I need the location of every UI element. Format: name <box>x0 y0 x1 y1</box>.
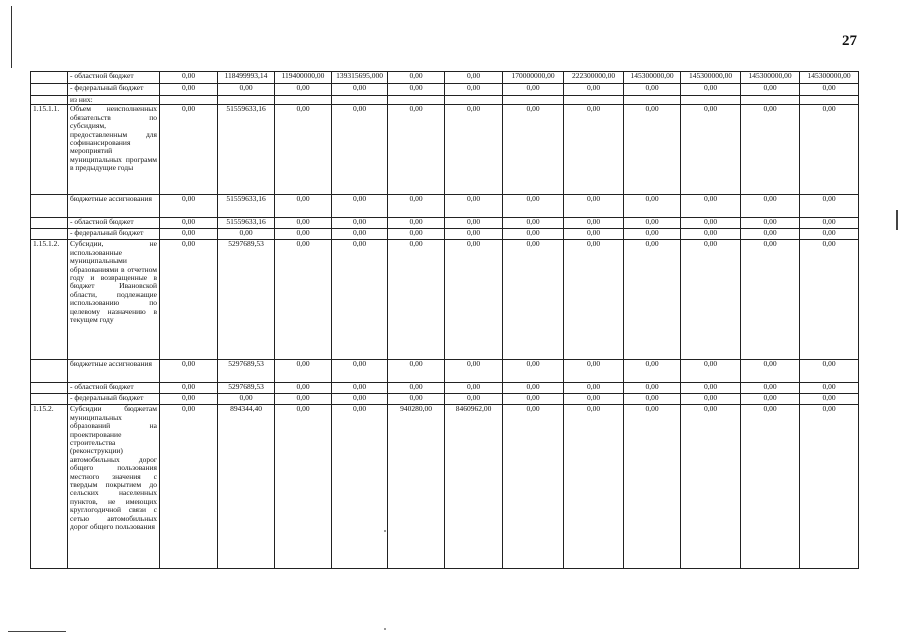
value-cell <box>503 96 564 105</box>
page-number: 27 <box>842 33 857 49</box>
value-cell: 0,00 <box>800 105 859 195</box>
value-cell: 0,00 <box>275 360 332 383</box>
row-label: из них: <box>68 96 160 105</box>
value-cell: 0,00 <box>160 229 218 240</box>
value-cell: 0,00 <box>332 383 388 394</box>
table-row <box>31 240 859 360</box>
value-cell: 0,00 <box>445 84 503 96</box>
value-cell: 0,00 <box>503 360 564 383</box>
scan-margin-mark <box>896 210 898 230</box>
row-label: - федеральный бюджет <box>68 394 160 405</box>
value-cell: 0,00 <box>741 218 800 229</box>
row-code <box>31 72 68 84</box>
row-code: 1.15.1.2. <box>31 240 68 360</box>
value-cell: 0,00 <box>800 229 859 240</box>
value-cell: 0,00 <box>160 240 218 360</box>
value-cell: 0,00 <box>741 383 800 394</box>
value-cell: 0,00 <box>388 218 445 229</box>
value-cell <box>741 96 800 105</box>
value-cell: 0,00 <box>624 394 681 405</box>
value-cell: 5297689,53 <box>218 240 275 360</box>
value-cell: 894344,40 <box>218 405 275 569</box>
value-cell: 0,00 <box>800 383 859 394</box>
table-row <box>31 195 859 218</box>
value-cell: 0,00 <box>564 360 624 383</box>
value-cell: 0,00 <box>275 195 332 218</box>
value-cell: 0,00 <box>388 360 445 383</box>
value-cell: 0,00 <box>681 218 741 229</box>
value-cell: 0,00 <box>681 229 741 240</box>
value-cell: 0,00 <box>388 229 445 240</box>
value-cell: 170000000,00 <box>503 72 564 84</box>
value-cell: 0,00 <box>445 72 503 84</box>
value-cell: 0,00 <box>800 84 859 96</box>
value-cell: 0,00 <box>332 240 388 360</box>
value-cell: 5297689,53 <box>218 383 275 394</box>
row-label: бюджетные ассигнования <box>68 195 160 218</box>
value-cell: 0,00 <box>503 84 564 96</box>
value-cell: 0,00 <box>388 240 445 360</box>
value-cell: 0,00 <box>741 240 800 360</box>
value-cell: 0,00 <box>681 394 741 405</box>
value-cell: 0,00 <box>624 195 681 218</box>
value-cell: 139315695,000 <box>332 72 388 84</box>
value-cell: 0,00 <box>160 105 218 195</box>
value-cell: 0,00 <box>741 84 800 96</box>
value-cell: 0,00 <box>388 383 445 394</box>
value-cell: 145300000,00 <box>681 72 741 84</box>
value-cell: 0,00 <box>332 195 388 218</box>
value-cell: 0,00 <box>332 405 388 569</box>
value-cell: 0,00 <box>681 360 741 383</box>
value-cell: 0,00 <box>332 105 388 195</box>
value-cell: 51559633,16 <box>218 195 275 218</box>
value-cell <box>160 96 218 105</box>
row-label: - областной бюджет <box>68 72 160 84</box>
value-cell <box>332 96 388 105</box>
value-cell: 0,00 <box>445 240 503 360</box>
value-cell: 0,00 <box>388 394 445 405</box>
value-cell: 0,00 <box>275 105 332 195</box>
row-label: Субсидии бюджетам муниципальных образований на проектирование строительства (реконструкции) автомобильных дорог общего пользования местного значения с твердым покрытием до сельских населенных пунктов, не имеющих круглогодичной связи с сетью автомобильных дорог общего пользования <box>68 405 160 569</box>
row-label: бюджетные ассигнования <box>68 360 160 383</box>
value-cell: 0,00 <box>741 360 800 383</box>
value-cell <box>564 96 624 105</box>
value-cell: 0,00 <box>275 394 332 405</box>
value-cell <box>445 96 503 105</box>
value-cell: 0,00 <box>332 394 388 405</box>
row-code <box>31 229 68 240</box>
row-code <box>31 84 68 96</box>
value-cell: 5297689,53 <box>218 360 275 383</box>
value-cell: 0,00 <box>332 84 388 96</box>
value-cell: 0,00 <box>800 394 859 405</box>
value-cell: 0,00 <box>681 383 741 394</box>
row-code <box>31 218 68 229</box>
table-row <box>31 105 859 195</box>
value-cell: 0,00 <box>388 195 445 218</box>
value-cell <box>800 96 859 105</box>
value-cell: 0,00 <box>800 405 859 569</box>
value-cell: 0,00 <box>564 394 624 405</box>
value-cell: 0,00 <box>445 229 503 240</box>
value-cell: 0,00 <box>503 195 564 218</box>
value-cell: 0,00 <box>445 105 503 195</box>
row-code <box>31 360 68 383</box>
value-cell: 0,00 <box>624 383 681 394</box>
table-row <box>31 229 859 240</box>
scan-margin-line <box>11 6 12 68</box>
value-cell: 0,00 <box>445 394 503 405</box>
value-cell: 0,00 <box>564 240 624 360</box>
value-cell: 51559633,16 <box>218 218 275 229</box>
table-row <box>31 394 859 405</box>
value-cell: 0,00 <box>445 360 503 383</box>
value-cell: 0,00 <box>624 240 681 360</box>
value-cell: 0,00 <box>160 84 218 96</box>
value-cell: 0,00 <box>332 229 388 240</box>
table-row <box>31 84 859 96</box>
value-cell: 0,00 <box>741 229 800 240</box>
row-label: - областной бюджет <box>68 383 160 394</box>
value-cell: 0,00 <box>445 383 503 394</box>
value-cell: 0,00 <box>445 195 503 218</box>
table-row <box>31 218 859 229</box>
value-cell <box>218 96 275 105</box>
value-cell: 0,00 <box>503 105 564 195</box>
row-label: Субсидии, не использованные муниципальными образованиями в отчетном году и возвращенные в бюджет Ивановской области, подлежащие использованию по целевому назначению в текущем году <box>68 240 160 360</box>
row-code <box>31 394 68 405</box>
value-cell <box>681 96 741 105</box>
value-cell: 0,00 <box>624 218 681 229</box>
value-cell: 0,00 <box>275 405 332 569</box>
row-code <box>31 195 68 218</box>
value-cell: 0,00 <box>275 84 332 96</box>
value-cell: 0,00 <box>388 105 445 195</box>
value-cell: 0,00 <box>741 195 800 218</box>
value-cell: 0,00 <box>503 405 564 569</box>
row-label: - областной бюджет <box>68 218 160 229</box>
value-cell: 0,00 <box>388 72 445 84</box>
value-cell: 0,00 <box>503 394 564 405</box>
value-cell: 0,00 <box>624 105 681 195</box>
value-cell: 0,00 <box>681 240 741 360</box>
value-cell: 0,00 <box>503 240 564 360</box>
value-cell: 0,00 <box>388 84 445 96</box>
value-cell: 0,00 <box>741 405 800 569</box>
value-cell: 0,00 <box>160 405 218 569</box>
row-label: - федеральный бюджет <box>68 229 160 240</box>
value-cell: 51559633,16 <box>218 105 275 195</box>
table-row <box>31 383 859 394</box>
table-row <box>31 72 859 84</box>
row-label: - федеральный бюджет <box>68 84 160 96</box>
value-cell: 119400000,00 <box>275 72 332 84</box>
value-cell: 0,00 <box>624 360 681 383</box>
value-cell: 0,00 <box>503 383 564 394</box>
value-cell: 0,00 <box>218 229 275 240</box>
value-cell: 0,00 <box>275 240 332 360</box>
value-cell: 0,00 <box>160 383 218 394</box>
value-cell: 0,00 <box>624 84 681 96</box>
scan-speck <box>384 628 386 630</box>
row-code <box>31 96 68 105</box>
row-code <box>31 383 68 394</box>
value-cell: 8460962,00 <box>445 405 503 569</box>
value-cell: 940280,00 <box>388 405 445 569</box>
table-row <box>31 405 859 569</box>
footnote-line <box>8 631 66 632</box>
value-cell: 145300000,00 <box>624 72 681 84</box>
value-cell: 0,00 <box>800 360 859 383</box>
value-cell: 0,00 <box>160 72 218 84</box>
value-cell <box>275 96 332 105</box>
value-cell: 0,00 <box>800 195 859 218</box>
value-cell: 0,00 <box>624 405 681 569</box>
value-cell <box>388 96 445 105</box>
row-code: 1.15.1.1. <box>31 105 68 195</box>
value-cell: 0,00 <box>741 105 800 195</box>
value-cell: 0,00 <box>564 229 624 240</box>
value-cell: 0,00 <box>681 405 741 569</box>
value-cell: 0,00 <box>275 383 332 394</box>
value-cell: 0,00 <box>681 105 741 195</box>
value-cell: 0,00 <box>160 394 218 405</box>
value-cell: 0,00 <box>160 195 218 218</box>
table-row <box>31 96 859 105</box>
value-cell: 145300000,00 <box>741 72 800 84</box>
value-cell: 0,00 <box>564 383 624 394</box>
value-cell: 0,00 <box>332 360 388 383</box>
budget-table <box>30 71 859 569</box>
value-cell: 0,00 <box>218 84 275 96</box>
value-cell: 0,00 <box>800 218 859 229</box>
value-cell: 0,00 <box>681 195 741 218</box>
value-cell: 0,00 <box>503 229 564 240</box>
value-cell: 0,00 <box>741 394 800 405</box>
value-cell: 0,00 <box>445 218 503 229</box>
value-cell: 145300000,00 <box>800 72 859 84</box>
value-cell: 0,00 <box>218 394 275 405</box>
value-cell: 0,00 <box>564 84 624 96</box>
table-row <box>31 360 859 383</box>
value-cell: 0,00 <box>564 218 624 229</box>
value-cell <box>624 96 681 105</box>
value-cell: 0,00 <box>275 218 332 229</box>
value-cell: 0,00 <box>800 240 859 360</box>
value-cell: 0,00 <box>564 195 624 218</box>
value-cell: 118499993,14 <box>218 72 275 84</box>
value-cell: 0,00 <box>160 360 218 383</box>
value-cell: 0,00 <box>624 229 681 240</box>
value-cell: 0,00 <box>564 405 624 569</box>
row-code: 1.15.2. <box>31 405 68 569</box>
value-cell: 0,00 <box>503 218 564 229</box>
value-cell: 222300000,00 <box>564 72 624 84</box>
row-label: Объем неисполненных обязательств по субсидиям, предоставленным для софинансирования мероприятий муниципальных программ в предыдущие годы <box>68 105 160 195</box>
value-cell: 0,00 <box>160 218 218 229</box>
value-cell: 0,00 <box>332 218 388 229</box>
value-cell: 0,00 <box>275 229 332 240</box>
value-cell: 0,00 <box>564 105 624 195</box>
value-cell: 0,00 <box>681 84 741 96</box>
